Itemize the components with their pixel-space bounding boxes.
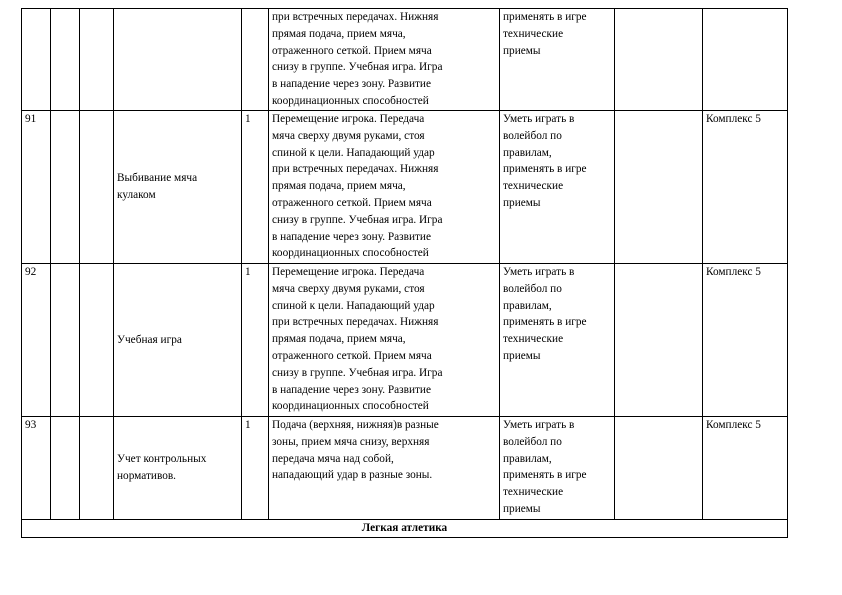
hours-cell: 1 bbox=[242, 417, 269, 520]
date-fact-cell bbox=[80, 417, 114, 520]
lesson-topic-cell: Учебная игра bbox=[114, 264, 242, 417]
lesson-topic-cell bbox=[114, 9, 242, 111]
skills-cell: Уметь играть в волейбол по правилам, применять в игре технические приемы bbox=[500, 111, 615, 264]
lesson-topic-cell: Учет контрольных нормативов. bbox=[114, 417, 242, 520]
lesson-content-cell: Перемещение игрока. Передача мяча сверху двумя руками, стоя спиной к цели. Нападающий удар при встречных передачах. Нижняя прямая подача, прием мяча, отраженного сеткой. Прием мяча снизу в группе. Учебная игра. Игра в нападение через зону. Развитие координационных способностей bbox=[269, 264, 500, 417]
extra-cell bbox=[615, 9, 703, 111]
date-plan-cell bbox=[51, 111, 80, 264]
skills-cell: Уметь играть в волейбол по правилам, применять в игре технические приемы bbox=[500, 264, 615, 417]
extra-cell bbox=[615, 417, 703, 520]
table-row bbox=[22, 264, 788, 417]
homework-cell bbox=[703, 9, 788, 111]
skills-cell: применять в игре технические приемы bbox=[500, 9, 615, 111]
skills-cell: Уметь играть в волейбол по правилам, применять в игре технические приемы bbox=[500, 417, 615, 520]
table-row bbox=[22, 111, 788, 264]
lesson-number-cell: 92 bbox=[22, 264, 51, 417]
date-fact-cell bbox=[80, 9, 114, 111]
lesson-number-cell: 91 bbox=[22, 111, 51, 264]
homework-cell: Комплекс 5 bbox=[703, 111, 788, 264]
section-header-row bbox=[22, 520, 788, 538]
date-plan-cell bbox=[51, 9, 80, 111]
table-row bbox=[22, 417, 788, 520]
extra-cell bbox=[615, 111, 703, 264]
homework-cell: Комплекс 5 bbox=[703, 417, 788, 520]
table-row bbox=[22, 9, 788, 111]
lesson-content-cell: Перемещение игрока. Передача мяча сверху двумя руками, стоя спиной к цели. Нападающий удар при встречных передачах. Нижняя прямая подача, прием мяча, отраженного сеткой. Прием мяча снизу в группе. Учебная игра. Игра в нападение через зону. Развитие координационных способностей bbox=[269, 111, 500, 264]
date-fact-cell bbox=[80, 111, 114, 264]
extra-cell bbox=[615, 264, 703, 417]
lesson-content-cell: Подача (верхняя, нижняя)в разные зоны, прием мяча снизу, верхняя передача мяча над собой, нападающий удар в разные зоны. bbox=[269, 417, 500, 520]
lesson-number-cell: 93 bbox=[22, 417, 51, 520]
date-plan-cell bbox=[51, 417, 80, 520]
lesson-number-cell bbox=[22, 9, 51, 111]
section-title: Легкая атлетика bbox=[22, 520, 788, 538]
lesson-plan-table bbox=[21, 8, 788, 538]
hours-cell bbox=[242, 9, 269, 111]
hours-cell: 1 bbox=[242, 111, 269, 264]
date-plan-cell bbox=[51, 264, 80, 417]
homework-cell: Комплекс 5 bbox=[703, 264, 788, 417]
lesson-content-cell: при встречных передачах. Нижняя прямая подача, прием мяча, отраженного сеткой. Прием мяча снизу в группе. Учебная игра. Игра в нападение через зону. Развитие координационных способностей bbox=[269, 9, 500, 111]
hours-cell: 1 bbox=[242, 264, 269, 417]
lesson-topic-cell: Выбивание мяча кулаком bbox=[114, 111, 242, 264]
date-fact-cell bbox=[80, 264, 114, 417]
